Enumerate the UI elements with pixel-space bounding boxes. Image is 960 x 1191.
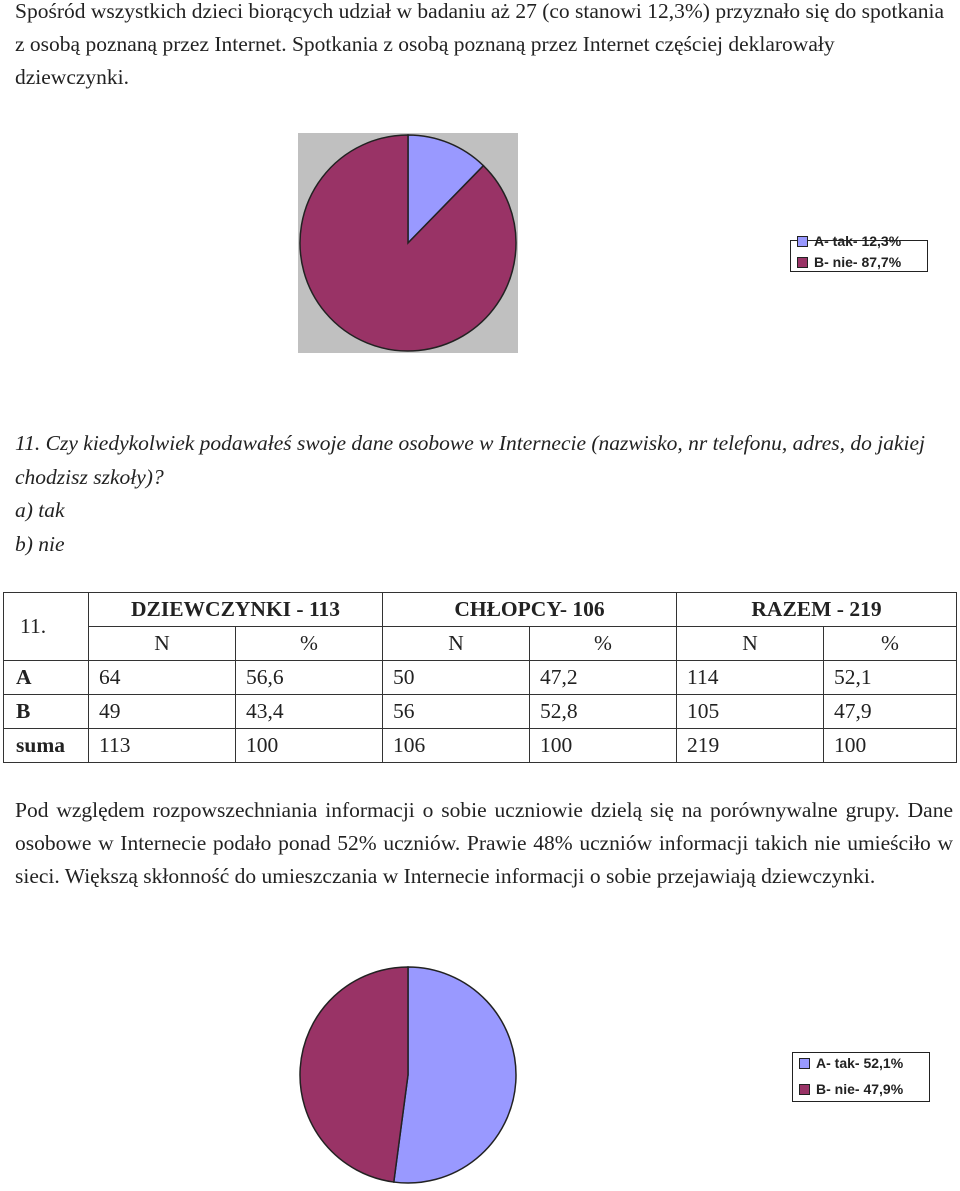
table-subheader-row (4, 627, 957, 661)
subheader-cell: N (383, 627, 530, 661)
table-cell: 49 (89, 695, 236, 729)
table-cell: 43,4 (236, 695, 383, 729)
legend-item (799, 1081, 903, 1097)
results-table (3, 592, 957, 763)
row-label: B (4, 695, 89, 729)
table-cell: 56 (383, 695, 530, 729)
pie-slice (394, 967, 516, 1183)
table-cell: 113 (89, 729, 236, 763)
legend-label: B- nie- 47,9% (816, 1081, 904, 1097)
subheader-cell: % (236, 627, 383, 661)
group-header-boys: CHŁOPCY- 106 (383, 593, 677, 627)
legend-swatch (799, 1058, 810, 1069)
pie-chart-2 (298, 965, 518, 1185)
answer-option-a: a) tak (15, 498, 65, 522)
legend-item (797, 233, 901, 249)
pie-chart-1-legend (790, 233, 928, 272)
table-cell: 64 (89, 661, 236, 695)
table-cell: 52,1 (824, 661, 957, 695)
subheader-cell: % (530, 627, 677, 661)
table-row (4, 695, 957, 729)
legend-swatch (797, 257, 808, 268)
table-cell: 219 (677, 729, 824, 763)
summary-paragraph: Pod względem rozpowszechniania informacji o sobie uczniowie dzielą się na porównywalne grupy. Dane osobowe w Internecie podało ponad 52% uczniów. Prawie 48% uczniów informacji takich nie umieściło w sieci. Większą skłonność do umieszczania w Internecie informacji o sobie przejawiają dziewczynki. (15, 798, 953, 888)
answer-option-b: b) nie (15, 531, 65, 556)
table-header-row (4, 593, 957, 627)
subheader-cell: N (677, 627, 824, 661)
pie-chart-2-legend (792, 1052, 930, 1102)
table-cell: 50 (383, 661, 530, 695)
legend-item (799, 1055, 903, 1071)
subheader-cell: N (89, 627, 236, 661)
intro-paragraph: Spośród wszystkich dzieci biorących udział w badaniu aż 27 (co stanowi 12,3%) przyznało się do spotkania z osobą poznaną przez Internet. Spotkania z osobą poznaną przez Internet częściej deklarowały dziewczynki. (15, 0, 945, 89)
table-corner-label: 11. (4, 593, 89, 661)
table-cell: 105 (677, 695, 824, 729)
legend-label: A- tak- 52,1% (816, 1055, 904, 1071)
table-row (4, 729, 957, 763)
pie-chart-1 (298, 133, 518, 353)
table-row (4, 661, 957, 695)
table-cell: 47,2 (530, 661, 677, 695)
legend-swatch (799, 1084, 810, 1095)
pie-slice (300, 967, 408, 1182)
legend-item (797, 254, 901, 270)
pie-slice (300, 135, 516, 351)
table-cell: 52,8 (530, 695, 677, 729)
question-block (15, 427, 945, 561)
table-cell: 100 (824, 729, 957, 763)
table-cell: 106 (383, 729, 530, 763)
table-cell: 56,6 (236, 661, 383, 695)
subheader-cell: % (824, 627, 957, 661)
legend-swatch (797, 236, 808, 247)
row-label: A (4, 661, 89, 695)
group-header-girls: DZIEWCZYNKI - 113 (89, 593, 383, 627)
legend-label: A- tak- 12,3% (814, 233, 902, 249)
table-cell: 47,9 (824, 695, 957, 729)
row-label: suma (4, 729, 89, 763)
table-cell: 100 (236, 729, 383, 763)
question-text: 11. Czy kiedykolwiek podawałeś swoje dane osobowe w Internecie (nazwisko, nr telefonu, adres, do jakiej chodzisz szkoły)? (15, 431, 926, 489)
group-header-total: RAZEM - 219 (677, 593, 957, 627)
table-cell: 100 (530, 729, 677, 763)
table-cell: 114 (677, 661, 824, 695)
legend-label: B- nie- 87,7% (814, 254, 902, 270)
